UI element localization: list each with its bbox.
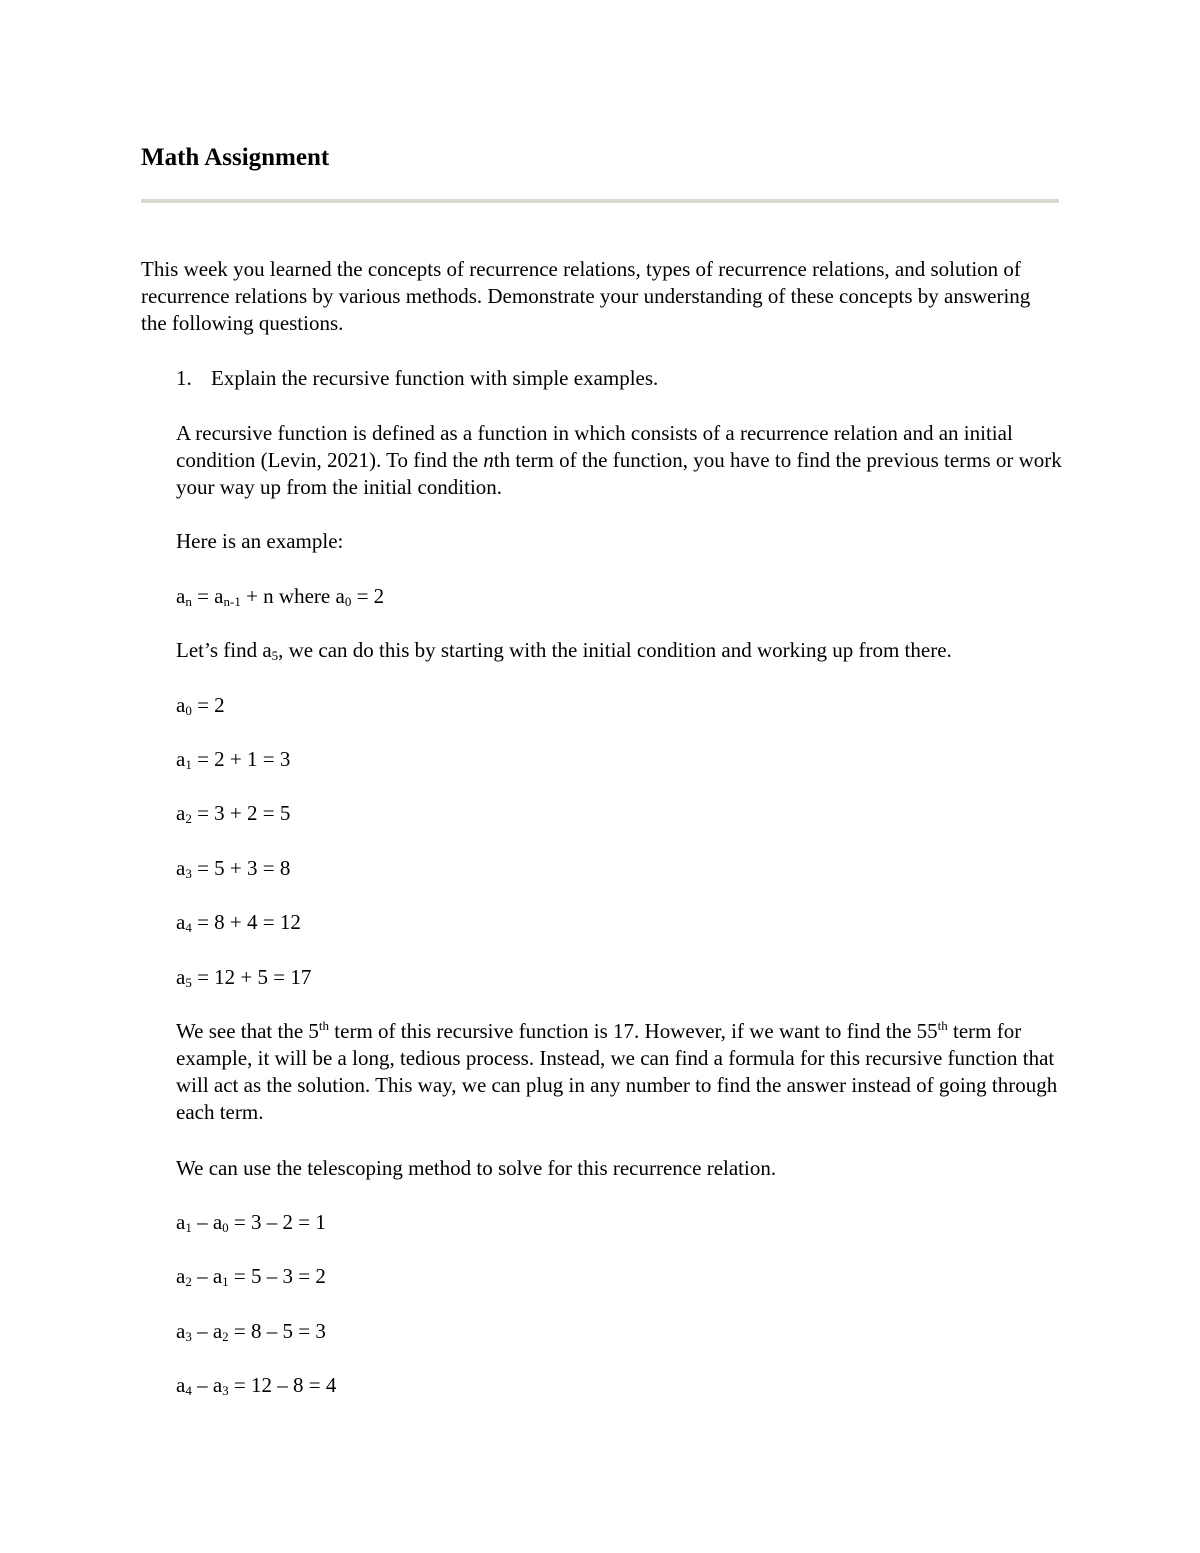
term-expr: = 2 + 1 = 3: [191, 747, 291, 771]
conclusion-text-2: term of this recursive function is 17. However, if we want to find the 55: [329, 1019, 938, 1043]
recurrence-initial: = 2: [351, 584, 385, 608]
recurrence-equation: [176, 583, 384, 610]
diff-a: a: [176, 1373, 186, 1397]
term-a: a: [176, 693, 186, 717]
diff-a: a: [176, 1210, 186, 1234]
diff-sub-2: 0: [222, 1220, 229, 1235]
term-line: [176, 855, 290, 882]
term-expr: = 8 + 4 = 12: [191, 910, 301, 934]
difference-line: [176, 1209, 326, 1236]
conclusion-sup-1: th: [318, 1018, 330, 1033]
term-sub: 4: [185, 920, 192, 935]
diff-sub-1: 3: [185, 1329, 192, 1344]
diff-minus: – a: [191, 1210, 223, 1234]
diff-sub-1: 4: [185, 1383, 192, 1398]
diff-a: a: [176, 1319, 186, 1343]
term-expr: = 5 + 3 = 8: [191, 856, 291, 880]
term-expr: = 2: [191, 693, 225, 717]
difference-line: [176, 1372, 336, 1399]
term-a: a: [176, 856, 186, 880]
diff-minus: – a: [191, 1373, 223, 1397]
term-expr: = 3 + 2 = 5: [191, 801, 291, 825]
definition-paragraph: [176, 420, 1066, 501]
diff-sub-2: 2: [222, 1329, 229, 1344]
example-intro: Here is an example:: [176, 529, 344, 553]
term-line: [176, 800, 290, 827]
term-a: a: [176, 747, 186, 771]
find-before: Let’s find a: [176, 638, 272, 662]
diff-sub-2: 3: [222, 1383, 229, 1398]
find-after: , we can do this by starting with the initial condition and working up from there.: [278, 638, 952, 662]
conclusion-paragraph: [176, 1018, 1066, 1126]
term-a: a: [176, 965, 186, 989]
term-a: a: [176, 801, 186, 825]
find-a5-paragraph: [176, 637, 1066, 664]
term-line: [176, 909, 301, 936]
difference-line: [176, 1263, 326, 1290]
title-divider: [141, 199, 1059, 203]
diff-expr: = 12 – 8 = 4: [228, 1373, 337, 1397]
recurrence-sub-0: 0: [344, 594, 352, 609]
diff-sub-2: 1: [222, 1274, 229, 1289]
page-title: Math Assignment: [141, 144, 330, 171]
diff-expr: = 5 – 3 = 2: [228, 1264, 326, 1288]
conclusion-text-1: We see that the 5: [176, 1019, 319, 1043]
term-line: [176, 746, 290, 773]
recurrence-sub-n-1: n-1: [223, 594, 241, 609]
conclusion-sup-2: th: [937, 1018, 948, 1033]
term-sub: 2: [185, 811, 192, 826]
diff-minus: – a: [191, 1319, 223, 1343]
definition-text-1: A recursive function is defined as a function in which consists of a recurrence relation and an initial condition (Levin, 2021). To find the: [176, 421, 1013, 472]
diff-minus: – a: [191, 1264, 223, 1288]
intro-paragraph: This week you learned the concepts of recurrence relations, types of recurrence relations, and solution of recurrence relations by various methods. Demonstrate your understanding of these concepts by answering the following questions.: [141, 257, 1031, 335]
question-1: [176, 365, 658, 392]
recurrence-a: a: [176, 584, 186, 608]
recurrence-eq1: = a: [191, 584, 224, 608]
diff-expr: = 3 – 2 = 1: [228, 1210, 326, 1234]
diff-expr: = 8 – 5 = 3: [228, 1319, 326, 1343]
definition-italic-n: n: [483, 448, 494, 472]
recurrence-sub-n: n: [185, 594, 192, 609]
difference-line: [176, 1318, 326, 1345]
term-expr: = 12 + 5 = 17: [191, 965, 312, 989]
diff-sub-1: 2: [185, 1274, 192, 1289]
question-number: 1.: [176, 366, 192, 390]
term-a: a: [176, 910, 186, 934]
term-sub: 1: [185, 757, 192, 772]
term-line: [176, 692, 225, 719]
telescoping-intro: We can use the telescoping method to solve for this recurrence relation.: [176, 1156, 777, 1180]
conclusion-text-3: term for example, it will be a long, tedious process. Instead, we can find a formula for this recursive function that will act as the solution. This way, we can plug in any number to find the answer instead of going through each term.: [176, 1019, 1058, 1124]
question-text: Explain the recursive function with simple examples.: [211, 366, 659, 390]
diff-a: a: [176, 1264, 186, 1288]
diff-sub-1: 1: [185, 1220, 192, 1235]
term-sub: 0: [185, 703, 192, 718]
term-sub: 3: [185, 866, 192, 881]
term-line: [176, 964, 311, 991]
definition-text-2: th term of the function, you have to find the previous terms or work your way up from the initial condition.: [176, 448, 1062, 499]
term-sub: 5: [185, 975, 192, 990]
find-sub: 5: [271, 648, 279, 663]
recurrence-where: + n where a: [240, 584, 345, 608]
